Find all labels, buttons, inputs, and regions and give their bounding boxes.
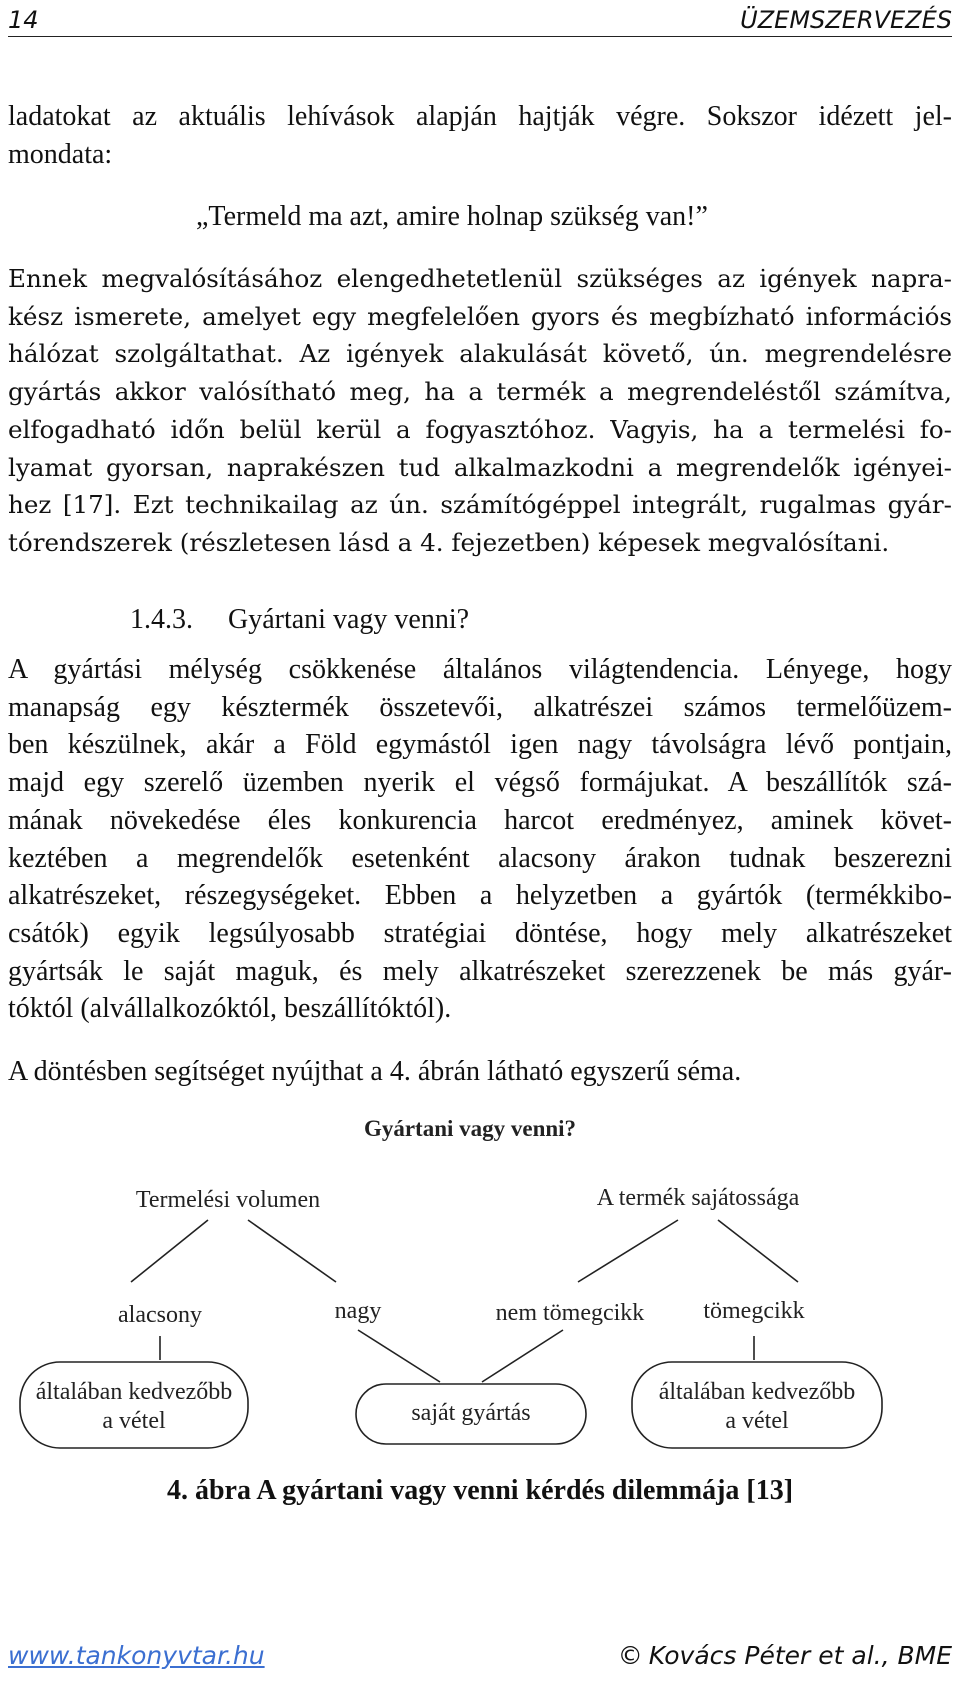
section-title: Gyártani vagy venni?: [228, 604, 470, 635]
node-low: alacsony: [118, 1302, 202, 1328]
chapter-title: ÜZEMSZERVEZÉS: [740, 6, 952, 34]
text-line: elfogadható időn belül kerül a fogyasztóhoz. Vagyis, ha a termelési fo-: [8, 414, 952, 444]
outcome-right-line2: a vétel: [725, 1408, 789, 1434]
node-high: nagy: [334, 1298, 382, 1324]
connector-line: [718, 1220, 798, 1282]
outcome-box-left: [20, 1362, 248, 1448]
footer-link[interactable]: www.tankonyvtar.hu: [8, 1641, 265, 1670]
text-line: kész ismerete, amelyet egy megfelelően gyors és megbízható információs: [8, 301, 952, 331]
text-line: mának növekedése éles konkurencia harcot eredményez, aminek követ-: [8, 804, 952, 836]
text-line: A döntésben segítséget nyújthat a 4. ábrán látható egyszerű séma.: [8, 1056, 742, 1087]
page-header: [8, 4, 952, 37]
text-line: lyamat gyorsan, naprakészen tud alkalmazkodni a megrendelők igényei-: [8, 452, 952, 482]
figure-caption: 4. ábra A gyártani vagy venni kérdés dilemmája [13]: [166, 1475, 794, 1506]
connector-line: [358, 1330, 440, 1382]
text-line: hálózat szolgáltathat. Az igények alakulását követő, ún. megrendelésre: [8, 339, 952, 369]
connector-line: [131, 1220, 208, 1282]
node-non-mass-product: nem tömegcikk: [495, 1300, 645, 1326]
copyright-text: Kovács Péter et al., BME: [648, 1641, 952, 1670]
diagram-connectors: [131, 1220, 798, 1382]
text-line: Ennek megvalósításához elengedhetetlenül szükséges az igények napra-: [8, 264, 952, 293]
node-product-characteristic: A termék sajátossága: [596, 1185, 800, 1211]
page-footer: [8, 1640, 952, 1672]
text-line: gyártás akkor valósítható meg, ha a termék a megrendeléstől számítva,: [8, 377, 952, 407]
page-number: 14: [8, 6, 39, 34]
node-mass-product: tömegcikk: [703, 1298, 805, 1324]
diagram-title: Gyártani vagy venni?: [363, 1116, 577, 1141]
outcome-center: saját gyártás: [411, 1400, 531, 1426]
text-line: majd egy szerelő üzemben nyerik el végső formájukat. A beszállítók szá-: [8, 767, 952, 799]
text-line: keztében a megrendelők esetenként alacsony árakon tudnak beszerezni: [8, 842, 952, 874]
connector-line: [482, 1330, 563, 1382]
copyright-icon: ©: [617, 1641, 643, 1670]
make-or-buy-diagram: [18, 1110, 942, 1450]
paragraph-figure-ref: [8, 1053, 952, 1091]
text-line: tórendszerek (részletesen lásd a 4. fejezetben) képesek megvalósítani.: [8, 527, 890, 557]
text-line: ben készülnek, akár a Föld egymástól igen nagy távolságra lévő pontjain,: [8, 729, 952, 761]
node-production-volume: Termelési volumen: [135, 1187, 321, 1213]
connector-line: [248, 1220, 336, 1282]
text-line: gyártsák le saját maguk, és mely alkatrészeket szerezzenek be más gyár-: [8, 955, 952, 987]
outcome-left-line1: általában kedvezőbb: [35, 1379, 233, 1405]
outcome-box-right: [632, 1362, 882, 1448]
text-line: A gyártási mélység csökkenése általános világtendencia. Lényege, hogy: [8, 654, 952, 685]
text-line: manapság egy késztermék összetevői, alkatrészei számos termelőüzem-: [8, 691, 952, 723]
text-line: alkatrészeket, részegységeket. Ebben a helyzetben a gyártók (termékkibo-: [8, 880, 952, 912]
text-line: hez [17]. Ezt technikailag az ún. számítógéppel integrált, rugalmas gyár-: [8, 490, 952, 520]
section-heading: [130, 601, 469, 639]
text-line: ladatokat az aktuális lehívások alapján hajtják végre. Sokszor idézett jel-: [8, 101, 952, 132]
section-number: 1.4.3.: [130, 604, 193, 635]
paragraph-intro: [8, 98, 952, 173]
outcome-right-line1: általában kedvezőbb: [658, 1379, 856, 1405]
connector-line: [578, 1220, 678, 1282]
paragraph-make-or-buy: [8, 651, 952, 1028]
footer-copyright: [618, 1640, 952, 1672]
outcome-left-line2: a vétel: [102, 1408, 166, 1434]
text-line: tóktól (alvállalkozóktól, beszállítóktól).: [8, 993, 452, 1025]
motto-quote: „Termeld ma azt, amire holnap szükség van!”: [196, 201, 708, 232]
paragraph-demand: [8, 260, 952, 562]
text-line: mondata:: [8, 138, 113, 170]
text-line: csátók) egyik legsúlyosabb stratégiai döntése, hogy mely alkatrészeket: [8, 917, 952, 949]
